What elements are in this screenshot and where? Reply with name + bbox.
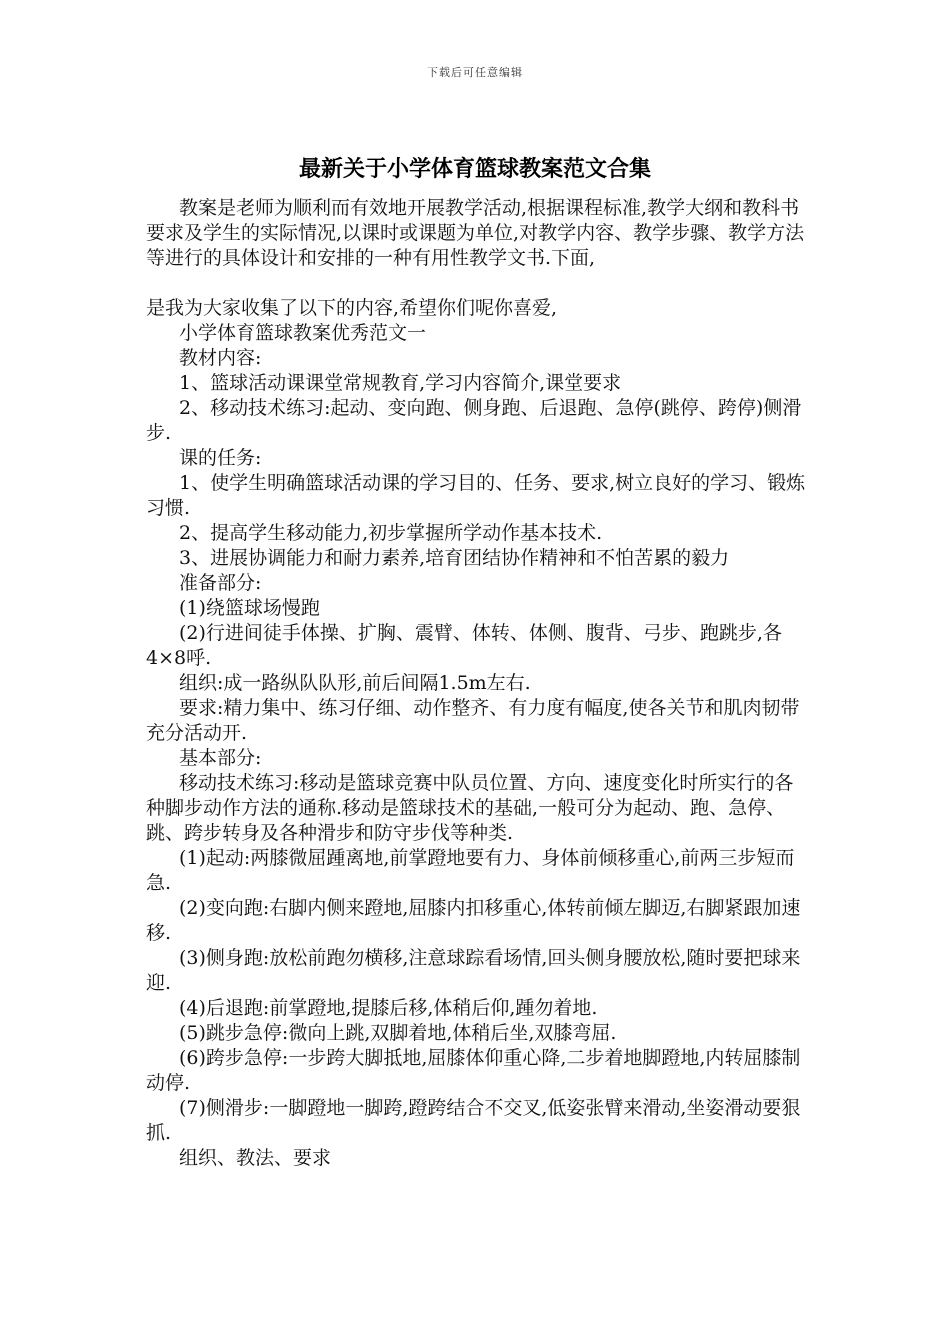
page-header: 下载后可任意编辑 (427, 66, 523, 79)
body-paragraph: (7)侧滑步:一脚蹬地一脚跨,蹬跨结合不交叉,低姿张臂来滑动,坐姿滑动要狠抓. (146, 1097, 801, 1144)
body-paragraph: 3、进展协调能力和耐力素养,培育团结协作精神和不怕苦累的毅力 (179, 547, 730, 569)
body-paragraph: (3)侧身跑:放松前跑勿横移,注意球踪看场情,回头侧身腰放松,随时要把球来迎. (146, 947, 801, 994)
body-paragraph: (5)跳步急停:微向上跳,双脚着地,体稍后坐,双膝弯屈. (179, 1022, 617, 1044)
body-paragraph: 1、篮球活动课课堂常规教育,学习内容简介,课堂要求 (179, 372, 622, 394)
body-paragraph: (2)行进间徒手体操、扩胸、震臂、体转、体侧、腹背、弓步、跑跳步,各4×8呼. (146, 622, 782, 669)
intro-paragraph: 教案是老师为顺利而有效地开展教学活动,根据课程标准,教学大纲和教科书要求及学生的实际情况,以课时或课题为单位,对教学内容、教学步骤、教学方法等进行的具体设计和安排的一种有用性教学文书.下面, (146, 197, 805, 269)
document-title: 最新关于小学体育篮球教案范文合集 (298, 157, 651, 182)
body-paragraph: (1)起动:两膝微屈踵离地,前掌蹬地要有力、身体前倾移重心,前两三步短而急. (146, 847, 795, 894)
body-paragraph: (1)绕篮球场慢跑 (179, 597, 320, 619)
body-paragraph: 要求:精力集中、练习仔细、动作整齐、有力度有幅度,使各关节和肌肉韧带充分活动开. (146, 697, 800, 744)
paragraph-spacer (146, 271, 812, 296)
body-paragraph: 1、使学生明确篮球活动课的学习目的、任务、要求,树立良好的学习、锻炼习惯. (146, 472, 806, 519)
body-paragraph: 组织:成一路纵队队形,前后间隔1.5m左右. (179, 672, 531, 694)
body-paragraph: 基本部分: (179, 747, 262, 769)
body-paragraph: 教材内容: (179, 347, 262, 369)
body-paragraph: (2)变向跑:右脚内侧来蹬地,屈膝内扣移重心,体转前倾左脚迈,右脚紧跟加速移. (146, 897, 801, 944)
document-body (146, 196, 812, 1171)
body-paragraph: 2、提高学生移动能力,初步掌握所学动作基本技术. (179, 522, 603, 544)
body-paragraph: 2、移动技术练习:起动、变向跑、侧身跑、后退跑、急停(跳停、跨停)侧滑步. (146, 397, 802, 444)
body-paragraph: 课的任务: (179, 447, 262, 469)
body-paragraph: (4)后退跑:前掌蹬地,提膝后移,体稍后仰,踵勿着地. (179, 997, 598, 1019)
section-heading: 小学体育篮球教案优秀范文一 (179, 322, 427, 344)
intro-continuation: 是我为大家收集了以下的内容,希望你们呢你喜爱, (146, 297, 558, 319)
body-paragraph: 组织、教法、要求 (179, 1147, 332, 1169)
body-paragraph: 准备部分: (179, 572, 262, 594)
body-paragraph: (6)跨步急停:一步跨大脚抵地,屈膝体仰重心降,二步着地脚蹬地,内转屈膝制动停. (146, 1047, 801, 1094)
body-paragraph: 移动技术练习:移动是篮球竞赛中队员位置、方向、速度变化时所实行的各种脚步动作方法的通称.移动是篮球技术的基础,一般可分为起动、跑、急停、跳、跨步转身及各种滑步和防守步伐等种类. (146, 772, 794, 844)
